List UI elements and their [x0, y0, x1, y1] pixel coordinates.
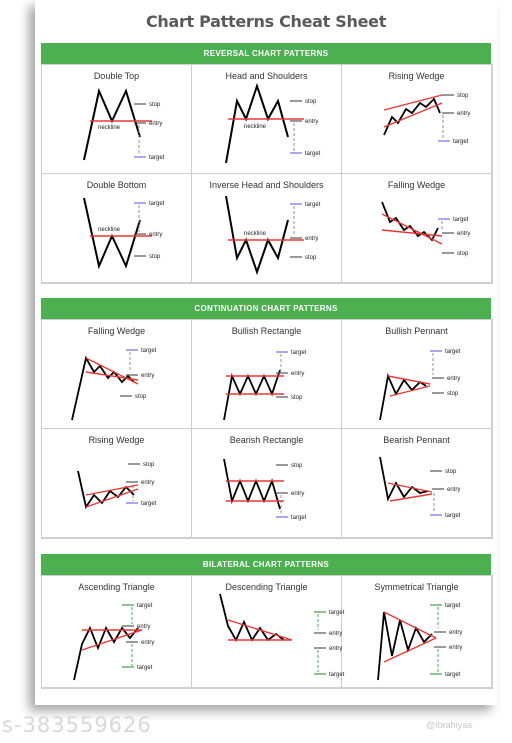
entry-mark-label: entry: [449, 630, 463, 636]
support-line: [82, 630, 142, 650]
stop-mark-label: stop: [445, 469, 457, 475]
watermark-text: s-383559626: [2, 713, 152, 737]
target-mark-label: target: [305, 202, 321, 208]
pattern-title: Rising Wedge: [388, 71, 445, 81]
target-mark-label: target: [291, 515, 307, 521]
stop-mark-label: stop: [305, 255, 317, 261]
pattern-title: Descending Triangle: [225, 582, 308, 592]
pattern-cell: [42, 576, 192, 688]
pattern-cell: [42, 429, 192, 538]
target-mark-lower-label: target: [329, 672, 345, 678]
section-banner-continuation: CONTINUATION CHART PATTERNS: [41, 298, 491, 319]
pattern-cell: [192, 576, 345, 688]
target-mark-label: target: [137, 603, 153, 609]
neckline-label: neckline: [244, 124, 267, 130]
pattern-title: Double Bottom: [86, 180, 147, 190]
section-grid-bilateral: [41, 575, 493, 689]
section-banner-reversal: REVERSAL CHART PATTERNS: [41, 43, 491, 64]
entry-mark-lower-label: entry: [329, 646, 343, 652]
target-mark-label: target: [149, 155, 165, 161]
entry-mark-label: entry: [305, 236, 319, 242]
pattern-diagram: [192, 174, 342, 283]
pattern-title: Falling Wedge: [387, 180, 446, 190]
price-path: [380, 457, 428, 499]
pattern-diagram: [192, 576, 345, 688]
entry-mark-label: entry: [149, 232, 163, 238]
pattern-diagram: [192, 429, 342, 538]
target-mark-label: target: [445, 349, 461, 355]
pattern-cell: [342, 65, 492, 174]
pattern-diagram: [42, 429, 192, 538]
pattern-cell: [192, 174, 342, 283]
entry-mark-label: entry: [447, 376, 461, 382]
stop-mark-label: stop: [149, 102, 161, 108]
pattern-title: Head and Shoulders: [225, 71, 308, 81]
target-mark-label: target: [141, 348, 157, 354]
entry-mark-label: entry: [291, 491, 305, 497]
pattern-diagram: [42, 320, 192, 429]
target-mark-label: target: [141, 501, 157, 507]
pattern-diagram: [42, 576, 192, 688]
stop-mark-label: stop: [291, 463, 303, 469]
pattern-diagram: [192, 320, 342, 429]
price-path: [384, 99, 440, 135]
pattern-cell: [192, 65, 342, 174]
price-path: [224, 370, 280, 420]
entry-mark-label: entry: [291, 371, 305, 377]
price-path: [74, 628, 138, 680]
neckline-label: neckline: [98, 227, 121, 233]
poster: [35, 0, 497, 705]
stop-mark-label: stop: [149, 254, 161, 260]
stop-mark-label: stop: [457, 251, 469, 257]
pattern-cell: [342, 576, 492, 688]
pattern-title: Symmetrical Triangle: [374, 582, 459, 592]
resistance-line: [382, 230, 442, 236]
entry-mark-label: entry: [305, 119, 319, 125]
neckline-label: neckline: [244, 231, 267, 237]
pattern-title: Bearish Rectangle: [229, 435, 304, 445]
pattern-title: Ascending Triangle: [78, 582, 155, 592]
pattern-diagram: [342, 65, 492, 174]
price-path: [78, 471, 134, 507]
entry-mark-label: entry: [141, 480, 155, 486]
support-line: [384, 103, 442, 127]
price-path: [220, 594, 284, 640]
entry-mark-label: entry: [447, 487, 461, 493]
entry-mark-lower-label: entry: [141, 640, 155, 646]
support-line: [390, 494, 432, 501]
neckline-label: neckline: [98, 125, 121, 131]
section-grid-continuation: [41, 319, 493, 539]
pattern-diagram: [342, 320, 492, 429]
stop-mark-label: stop: [457, 93, 469, 99]
pattern-diagram: [42, 65, 192, 174]
target-mark-label: target: [453, 217, 469, 223]
pattern-cell: [342, 320, 492, 429]
pattern-title: Double Top: [93, 71, 140, 81]
entry-mark-label: entry: [329, 631, 343, 637]
resistance-line: [384, 95, 442, 110]
pattern-cell: [192, 320, 342, 429]
target-mark-label: target: [453, 139, 469, 145]
pattern-title: Rising Wedge: [88, 435, 145, 445]
target-mark-label: target: [291, 350, 307, 356]
support-line: [382, 214, 442, 244]
entry-mark-label: entry: [149, 121, 163, 127]
pattern-cell: [192, 429, 342, 538]
pattern-cell: [342, 174, 492, 283]
resistance-line: [388, 376, 430, 384]
target-mark-lower-label: target: [137, 665, 153, 671]
pattern-cell: [42, 174, 192, 283]
resistance-line: [384, 612, 436, 638]
pattern-diagram: [42, 174, 192, 283]
stop-mark-label: stop: [135, 394, 147, 400]
pattern-diagram: [342, 576, 492, 688]
pattern-diagram: [342, 429, 492, 538]
pattern-title: Bearish Pennant: [383, 435, 450, 445]
price-path: [72, 358, 134, 420]
entry-mark-label: entry: [457, 111, 471, 117]
target-mark-label: target: [445, 513, 461, 519]
pattern-cell: [342, 429, 492, 538]
entry-mark-label: entry: [457, 231, 471, 237]
pattern-diagram: [342, 174, 492, 283]
pattern-cell: [42, 320, 192, 429]
target-mark-label: target: [329, 610, 345, 616]
target-mark-label: target: [305, 151, 321, 157]
stop-mark-label: stop: [143, 462, 155, 468]
target-mark-label: target: [445, 603, 461, 609]
target-mark-lower-label: target: [445, 672, 461, 678]
watermark-handle: @Ibrahiyaa: [426, 720, 473, 730]
pattern-title: Bullish Rectangle: [231, 326, 302, 336]
pattern-cell: [42, 65, 192, 174]
pattern-title: Inverse Head and Shoulders: [209, 180, 324, 190]
stop-mark-label: stop: [291, 395, 303, 401]
entry-mark-label: entry: [141, 373, 155, 379]
section-banner-bilateral: BILATERAL CHART PATTERNS: [41, 554, 491, 575]
stop-mark-label: stop: [305, 99, 317, 105]
entry-mark-lower-label: entry: [449, 645, 463, 651]
entry-mark-label: entry: [137, 624, 151, 630]
stop-mark-label: stop: [447, 391, 459, 397]
section-grid-reversal: [41, 64, 493, 284]
pattern-title: Falling Wedge: [87, 326, 146, 336]
target-mark-label: target: [149, 201, 165, 207]
pattern-diagram: [192, 65, 342, 174]
page-title: Chart Patterns Cheat Sheet: [145, 12, 387, 31]
pattern-title: Bullish Pennant: [385, 326, 448, 336]
